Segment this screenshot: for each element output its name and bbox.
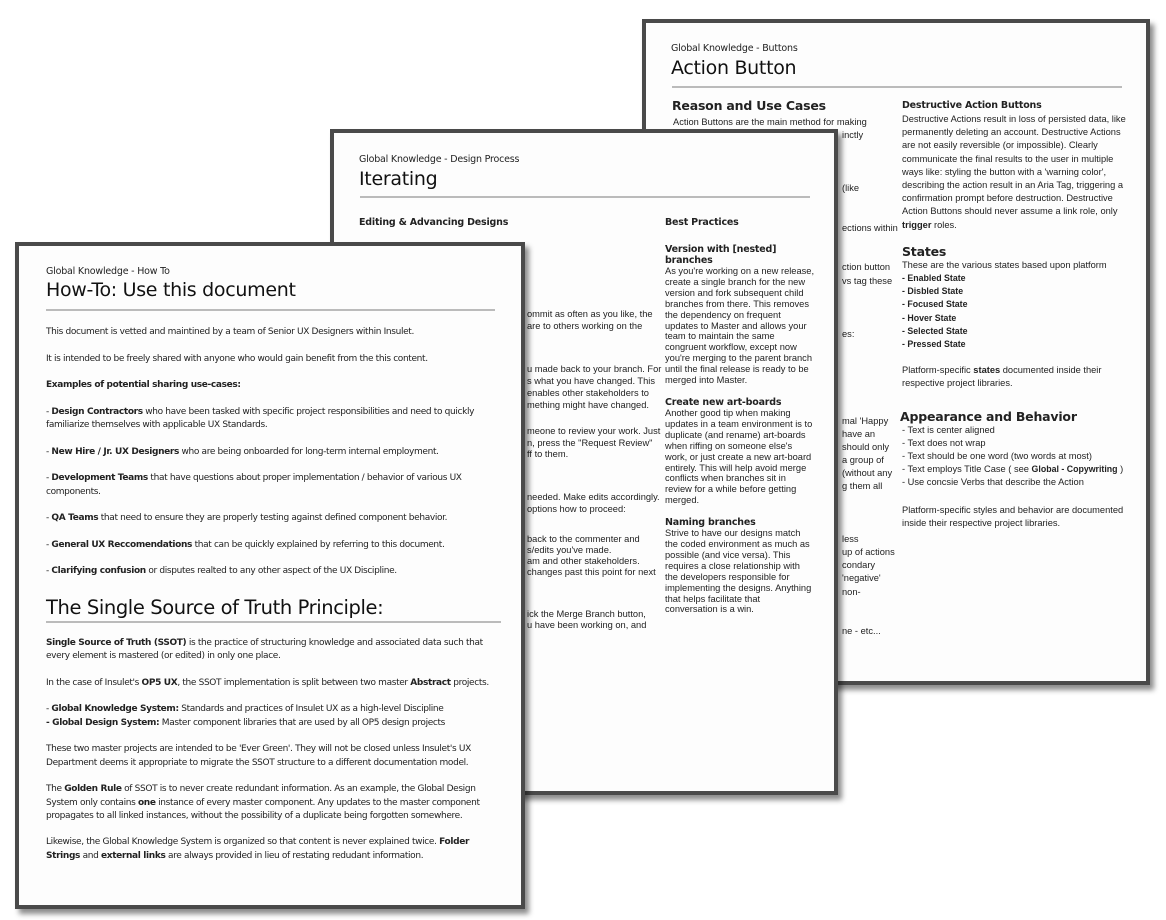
partial-text-line: ommit as often as you like, the <box>527 309 653 319</box>
bold-text: OP5 UX <box>141 677 178 688</box>
ssot-section <box>46 637 501 863</box>
partial-text-line: 'negative' <box>842 573 881 583</box>
text: - <box>46 704 52 715</box>
paragraph <box>46 326 501 339</box>
partial-text-line: ections within <box>842 223 898 233</box>
text: The <box>46 784 65 795</box>
paragraph <box>46 836 501 863</box>
text: - <box>46 473 52 484</box>
list-item: - Text is center aligned <box>902 424 995 435</box>
bold-text: Development Teams <box>51 473 148 484</box>
bold-text: - Global Design System: <box>46 717 160 728</box>
paragraph <box>46 539 501 552</box>
bold-text: Golden Rule <box>64 784 122 795</box>
partial-text-line: n, press the "Request Review" <box>527 438 653 448</box>
practice-heading: Version with [nested] branches <box>665 244 777 266</box>
section-heading: Best Practices <box>665 217 739 228</box>
partial-text-line: should only <box>842 442 890 452</box>
page-title: Action Button <box>671 57 797 79</box>
partial-text-line: less <box>842 534 859 544</box>
divider <box>46 309 495 311</box>
partial-text-line: mething might have changed. <box>527 400 649 410</box>
practice-section <box>665 517 815 615</box>
paragraph-line: Action Buttons are the main method for making <box>673 117 867 127</box>
partial-text-line: ction button <box>842 262 891 272</box>
partial-text-line: ick the Merge Branch button, <box>527 609 646 619</box>
list-item: - Use concsie Verbs that describe the Action <box>902 477 1084 488</box>
breadcrumb: Global Knowledge - How To <box>46 266 170 277</box>
paragraph: Platform-specific styles and behavior are documented inside their respective project libraries. <box>902 504 1124 528</box>
partial-text-line: s what you have changed. This <box>527 376 656 386</box>
partial-text-line: ne - etc... <box>842 626 881 636</box>
appearance-list <box>902 424 1127 490</box>
partial-text-line: options how to proceed: <box>527 504 626 514</box>
text: Master component libraries that are used by all OP5 design projects <box>159 717 446 728</box>
bold-text: QA Teams <box>51 513 99 524</box>
bold-text: Examples of potential sharing use-cases: <box>46 380 241 391</box>
practice-heading: Create new art-boards <box>665 396 782 408</box>
text: Platform-specific <box>902 365 974 376</box>
paragraph <box>46 703 501 730</box>
practice-text: Another good tip when making updates in a team environment is to duplicate (and rename) art-boards when riffing on someone else's work, or just create a new art-board entirely. This will help avoid merge conflicts when branches sit in review for a while before getting merged. <box>665 407 813 506</box>
list-item: - Focused State <box>902 299 968 310</box>
partial-text-line: are to others working on the <box>527 321 643 331</box>
list-item: - Pressed State <box>902 339 966 350</box>
list-item: - Selected State <box>902 325 968 336</box>
bold-text: trigger <box>902 219 932 230</box>
bold-text: Single Source of Truth (SSOT) <box>46 637 187 648</box>
partial-text-line: enables other stakeholders to <box>527 388 649 398</box>
partial-text-line: mal 'Happy <box>842 416 889 426</box>
bold-text: states <box>973 365 1001 376</box>
section-heading: Editing & Advancing Designs <box>359 217 509 228</box>
partial-text-line: es: <box>842 329 855 339</box>
text: that can be quickly explained by referring to this document. <box>192 539 445 550</box>
document-page-how-to[interactable] <box>15 242 525 909</box>
text: These two master projects are intended to be 'Ever Green'. They will not be closed unless Insulet's UX Department deems it appropriate to migrate the SSOT structure to a different documentation model. <box>46 744 471 768</box>
bold-text: Folder Strings <box>46 837 470 861</box>
paragraph <box>46 743 501 770</box>
bold-text: Global Knowledge System: <box>51 704 179 715</box>
document-body <box>46 326 501 876</box>
paragraph <box>46 379 501 392</box>
text: This document is vetted and maintined by a team of Senior UX Designers within Insulet. <box>46 327 414 337</box>
text: instance of every master component. Any updates to the master component propagates to all linked instances, without the possibility of a duplicate being forgotten somewhere. <box>46 797 480 821</box>
section-heading: The Single Source of Truth Principle: <box>46 595 384 619</box>
text: - <box>46 566 52 577</box>
bold-text: General UX Reccomendations <box>51 539 193 550</box>
practice-heading: Naming branches <box>665 517 756 529</box>
paragraph: These are the various states based upon platform <box>902 259 1107 270</box>
paragraph <box>46 446 501 459</box>
breadcrumb: Global Knowledge - Buttons <box>671 43 798 54</box>
practice-text: Strive to have our designs match the coded environment as much as possible (and vice versa). This requires a close relationship with the developers responsible for implementing the designs. Anything that helps facilitate that conversation is a win. <box>665 528 812 615</box>
paragraph <box>46 472 501 499</box>
text: Destructive Actions result in loss of persisted data, like permanently deleting an account. Destructive Actions are not easily reversible (or impossible). Clearly communicate the final results to the user in multiple ways like: styling the button with a 'warning color', describing the action result in an Aria Tag, triggering a confirmation prompt before destruction. Destructive Action Buttons should never assume a link role, only <box>902 114 1126 217</box>
section-heading: Destructive Action Buttons <box>902 100 1042 111</box>
text: or disputes realted to any other aspect of the UX Discipline. <box>145 566 397 577</box>
bold-text: one <box>137 797 156 808</box>
paragraph <box>46 512 501 525</box>
text: - <box>46 406 52 417</box>
text: and <box>80 850 101 861</box>
practice-section <box>665 244 815 386</box>
text: - <box>46 539 52 550</box>
text: Standards and practices of Insulet UX as a high-level Discipline <box>178 704 444 715</box>
partial-text-line: meone to review your work. Just <box>527 426 661 436</box>
partial-text-line: non- <box>842 587 861 597</box>
partial-text-line: ff to them. <box>527 449 569 459</box>
text: who have been tasked with specific project responsibilities and need to quickly familiarize themselves with applicable UX Standards. <box>46 406 475 431</box>
list-item <box>902 463 1127 476</box>
list-item: - Disbled State <box>902 286 964 297</box>
page-title: Iterating <box>359 168 438 190</box>
best-practices-column <box>665 244 815 615</box>
partial-text-line: (without any <box>842 468 893 478</box>
intro-section <box>46 326 501 579</box>
partial-text-line: changes past this point for next <box>527 567 656 577</box>
divider <box>360 196 810 198</box>
list-item: - Enabled State <box>902 273 966 284</box>
section-heading: States <box>902 243 947 259</box>
bold-text: Global - Copywriting <box>1031 464 1118 475</box>
list-item: - Text should be one word (two words at most) <box>902 451 1092 462</box>
practice-text: As you're working on a new release, create a single branch for the new version and fork subsequent child branches from there. This removes the dependency on frequent updates to Master and allows your team to maintain the same congruent workflow, except now you're merging to the parent branch until the final release is ready to be merged into Master. <box>665 266 815 386</box>
partial-text-line: s/edits you've made. <box>527 545 612 555</box>
text: - Text employs Title Case ( see <box>902 464 1032 475</box>
paragraph <box>46 353 501 366</box>
partial-text-line: condary <box>842 560 876 570</box>
bold-text: external links <box>100 850 166 861</box>
partial-text-line: inctly <box>842 130 864 140</box>
bold-text: Design Contractors <box>51 406 143 417</box>
section-heading: Reason and Use Cases <box>672 98 826 113</box>
partial-text-line: back to the commenter and <box>527 534 640 544</box>
text: It is intended to be freely shared with anyone who would gain benefit from the this content. <box>46 353 428 364</box>
text: ) <box>1117 464 1124 475</box>
paragraph <box>46 677 501 690</box>
text: - <box>46 446 52 457</box>
text: who are being onboarded for long-term internal employment. <box>178 446 439 457</box>
practice-section <box>665 397 815 506</box>
paragraph <box>46 406 501 433</box>
section-heading: Appearance and Behavior <box>900 408 1077 424</box>
partial-text-line: up of actions <box>842 547 895 557</box>
text: - <box>46 513 52 524</box>
text: of SSOT is to never create redundant information. As an example, the Global Design System only contains <box>46 784 476 808</box>
paragraph <box>902 364 1127 390</box>
text: that have questions about proper implementation / behavior of various UX components. <box>46 473 462 497</box>
partial-text-line: vs tag these <box>842 276 893 286</box>
partial-text-line: a group of <box>842 455 884 465</box>
partial-text-line: u have been working on, and <box>527 620 647 630</box>
text: that need to ensure they are properly testing against defined component behavior. <box>98 513 448 524</box>
paragraph <box>46 637 501 664</box>
paragraph <box>46 565 501 578</box>
partial-text-line: am and other stakeholders. <box>527 556 640 566</box>
partial-text-line: needed. Make edits accordingly. <box>527 492 660 502</box>
text: are always provided in lieu of restating redudant information. <box>165 850 424 861</box>
list-item: - Text does not wrap <box>902 437 986 448</box>
partial-text-line: u made back to your branch. For <box>527 364 662 374</box>
bold-text: Abstract <box>410 677 451 688</box>
breadcrumb: Global Knowledge - Design Process <box>359 154 520 165</box>
text: Likewise, the Global Knowledge System is organized so that content is never explained twice. <box>46 837 440 848</box>
text: is the practice of structuring knowledge and associated data such that every element is mastered (or edited) in only one place. <box>46 637 483 662</box>
text: In the case of Insulet's <box>46 677 142 688</box>
text: , the SSOT implementation is split between two master <box>177 677 411 688</box>
partial-text-line: (like <box>842 183 860 193</box>
text: roles. <box>931 219 957 230</box>
bold-text: New Hire / Jr. UX Designers <box>51 446 179 457</box>
divider <box>46 621 501 623</box>
page-title: How-To: Use this document <box>46 279 296 301</box>
list-item: - Hover State <box>902 312 957 323</box>
text: documented inside their respective project libraries. <box>902 365 1102 389</box>
right-column <box>902 100 1127 530</box>
partial-text-line: g them all <box>842 481 883 491</box>
partial-text-line: have an <box>842 429 876 439</box>
divider <box>672 86 1122 88</box>
bold-text: Clarifying confusion <box>51 566 146 577</box>
states-list <box>902 272 1127 351</box>
paragraph <box>46 783 501 823</box>
paragraph <box>902 113 1127 232</box>
text: projects. <box>450 677 489 688</box>
